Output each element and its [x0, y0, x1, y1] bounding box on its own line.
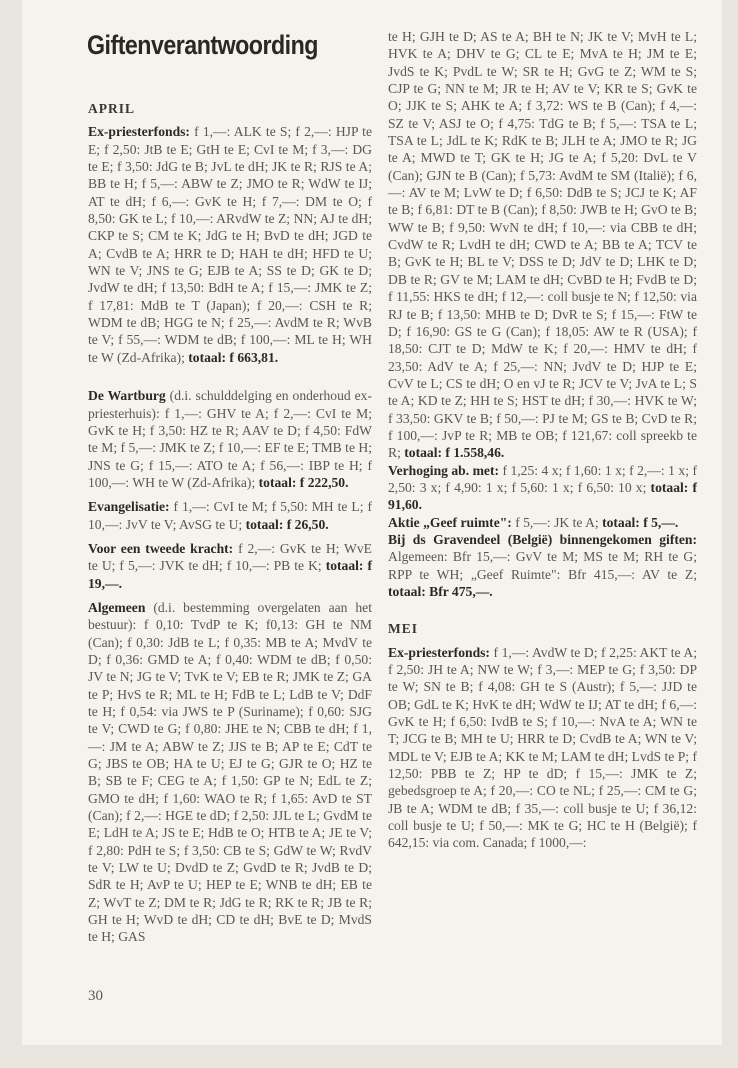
- section-body: f 1,—: AvdW te D; f 2,25: AKT te A; f 2,50: JH te A; NW te W; f 3,—: MEP te G; f 3,50: DP te W; SN te B; f 4,08: GH te S (Austr); f 5,—: JJD te OB; GdL te K; HvK te dH; WdW te IJ; AT te dH; f 6,—: GvK te H; f 6,50: IvdB te S; f 10,—: NvA te A; WN te T; JCG te B; MH te U; HRR te D; CvdB te A; WN te V; MDL te V; EJB te A; KK te M; LAM te dH; LvdS te P; f 12,50: PBB te Z; HP te dD; f 15,—: JMK te Z; gebedsgroep te A; f 20,—: CO te NL; f 25,—: CM te G; JB te A; WDM te dB; f 35,—: coll busje te U; f 36,12: coll busje te U; f 50,—: MK te G; HC te H (België); f 642,15: via com. Canada; f 1000,—:: [388, 644, 697, 851]
- section-head: Ex-priesterfonds:: [88, 124, 190, 140]
- section-total: totaal: f 222,50.: [258, 474, 349, 490]
- section-aktie-geef-ruimte: [388, 514, 697, 531]
- section-total: totaal: f 663,81.: [188, 349, 279, 365]
- section-body: (d.i. bestemming overgelaten aan het bestuur): f 0,10: TvdP te K; f0,13: GH te NM (Can); f 0,30: JdB te L; f 0,35: MB te A; MvdV te D; f 0,36: GMD te A; f 0,40: WDM te dB; f 0,50: JV te N; JG te V; TvK te V; EB te R; JMK te Z; GA te P; HvS te R; ML te H; FdB te L; LdB te V; DdF te H; f 0,54: via JWS te P (Suriname); f 0,60: SJG te V; CWD te G; f 0,80: JHE te N; CBB te dH; f 1,—: JM te A; ABW te Z; JJS te B; AP te E; CdT te G; JBS te OB; HA te U; EJ te G; GJR te O; HZ te B; SB te F; CEG te A; f 1,50: GP te N; EdL te Z; GMO te dH; f 1,60: WAO te R; f 1,65: AvD te ST (Can); f 2,—: HGE te dD; f 2,50: JJL te L; GvdM te E; LdH te A; JS te E; HdB te O; HTB te A; JE te V; f 2,80: PdH te S; f 3,50: CB te S; GdW te W; RvdV te V; LW te U; DvdD te Z; GvdD te R; JvdB te D; SdR te H; AvP te U; HEP te E; WNB te dH; EB te Z; WvT te Z; DM te R; JdG te R; RK te R; JB te R; GH te H; WvD te dH; CD te dH; BvE te D; MvdS te H; GAS: [88, 599, 372, 945]
- section-total: totaal: Bfr 475,—.: [388, 584, 493, 599]
- left-column: [88, 100, 372, 953]
- section-body: te H; GJH te D; AS te A; BH te N; JK te V; MvH te L; HVK te A; DHV te G; CL te E; MvA te H; JM te E; JvdS te K; PvdL te W; SR te H; GvG te Z; WM te S; CJP te G; NN te M; JR te H; AV te V; KR te S; GvK te O; JJK te S; AHK te A; f 3,72: WS te B (Can); f 4,—: SZ te V; ASJ te O; f 4,75: TdG te B; f 5,—: TSA te L; TSA te L; JdL te K; RdK te B; JLH te A; JMO te R; JG te A; MWD te T; GK te H; JG te A; f 5,20: DvL te V (Can); GJN te B (Can); f 5,73: AvdM te SM (Italië); f 6,—: AV te M; LvW te D; f 6,50: DdB te S; JCJ te K; AF te B; f 6,81: DT te B (Can); f 8,50: JWB te H; GvO te B; WW te B; f 9,50: WvN te dH; f 10,—: via CBB te dH; CvdW te R; LvdH te dH; CWD te A; BB te A; TCV te B; GvK te H; BL te V; DSS te D; JdV te D; LHK te D; DB te R; GV te M; LAM te dH; CvBD te H; FvdB te D; f 11,55: HKS te dH; f 12,—: coll busje te N; f 12,50: via RJ te B; f 13,50: MHB te D; DvR te S; f 15,—: FtW te D; f 16,90: GS te G (Can); f 18,05: AW te R (USA); f 18,50: CJT te D; MdW te K; f 20,—: HMV te dH; f 23,50: AdV te A; f 25,—: NN; JvdV te D; HJP te E; CvV te L; CS te dH; O en vJ te R; JCV te V; JvA te L; S te A; KD te Z; HH te S; HST te dH; f 30,—: HVK te W; f 33,50: GKV te B; f 50,—: PJ te M; GS te B; CvD te R; f 100,—: JvP te R; MB te OB; f 121,67: coll spreekb te R;: [388, 29, 697, 461]
- section-total: totaal: f 19,—.: [88, 558, 372, 591]
- section-body: f 1,25: 4 x; f 1,60: 1 x; f 2,—: 1 x; f 2,50: 3 x; f 4,90: 1 x; f 5,60: 1 x; f 6,50: 10 x;: [388, 462, 697, 495]
- section-head: Algemeen: [88, 599, 146, 615]
- section-head: Ex-priesterfonds:: [388, 644, 490, 660]
- section-verhoging: [388, 462, 697, 514]
- section-head: Aktie „Geef ruimte":: [388, 514, 512, 530]
- section-algemeen: [88, 599, 372, 946]
- section-body: Algemeen: Bfr 15,—: GvV te M; MS te M; RH te G; RPP te WH; „Geef Ruimte": Bfr 415,—: AV te Z;: [388, 549, 697, 582]
- month-heading-mei: MEI: [388, 621, 418, 637]
- section-algemeen-continued: [388, 28, 697, 462]
- section-body: (d.i. schulddelging en onderhoud ex-priesterhuis): f 1,—: GHV te A; f 2,—: CvI te M; GvK te H; f 3,50: HZ te R; AAV te D; f 4,50: FdW te M; f 5,—: JMK te Z; f 10,—: EF te E; TMB te H; JNS te G; f 15,—: ATO te A; f 56,—: IBP te H; f 100,—: WH te W (Zd-Afrika);: [88, 388, 372, 490]
- section-ex-priesterfonds-mei: [388, 644, 697, 852]
- section-total: totaal: f 1.558,46.: [404, 445, 505, 461]
- section-ex-priesterfonds-april: [88, 123, 372, 366]
- page-title: Giftenverantwoording: [87, 30, 318, 60]
- page-number: 30: [88, 988, 103, 1004]
- section-evangelisatie: [88, 498, 372, 533]
- section-head: Evangelisatie:: [88, 499, 170, 515]
- section-body: f 5,—: JK te A;: [511, 514, 603, 530]
- section-total: totaal: f 26,50.: [245, 516, 329, 532]
- section-head: Bij ds Gravendeel (België) binnengekomen giften:: [388, 531, 697, 547]
- section-body: f 1,—: ALK te S; f 2,—: HJP te E; f 2,50: JtB te E; GtH te E; CvI te M; f 3,—: DG te E; f 3,50: JdG te B; JvL te dH; JK te R; RJS te A; BB te H; f 5,—: ABW te Z; JMO te R; WdW te IJ; AT te dH; f 6,—: GvK te H; f 7,—: DM te O; f 8,50: GK te L; f 10,—: ARvdW te Z; NN; AJ te dH; CKP te S; CM te K; JdG te H; BvD te dH; JGD te A; CvdB te A; HRR te D; HAH te dH; HFD te U; WN te V; JNS te G; EJB te A; SS te D; GK te D; JvdW te dH; f 13,50: BdH te A; f 15,—: JMK te Z; f 17,81: MdB te T (Japan); f 20,—: CSH te R; WDM te dB; HGG te N; f 25,—: AvdM te R; WvB te V; f 55,—: WDM te dB; f 100,—: ML te H; WH te W (Zd-Afrika);: [88, 124, 372, 365]
- section-total: totaal: f 91,60.: [388, 479, 697, 513]
- section-head: Verhoging ab. met:: [388, 462, 500, 478]
- section-head: Voor een tweede kracht:: [88, 540, 234, 556]
- section-tweede-kracht: [88, 540, 372, 592]
- section-head: De Wartburg: [88, 388, 166, 404]
- section-body: f 2,—: GvK te H; WvE te U; f 5,—: JVK te dH; f 10,—: PB te K;: [88, 540, 372, 574]
- month-heading-april: APRIL: [88, 101, 136, 116]
- section-gravendeel: [388, 531, 697, 600]
- section-total: totaal: f 5,—.: [602, 514, 679, 530]
- section-body: f 1,—: CvI te M; f 5,50: MH te L; f 10,—: JvV te V; AvSG te U;: [88, 499, 372, 532]
- right-column: [388, 28, 697, 859]
- section-wartburg: [88, 387, 372, 491]
